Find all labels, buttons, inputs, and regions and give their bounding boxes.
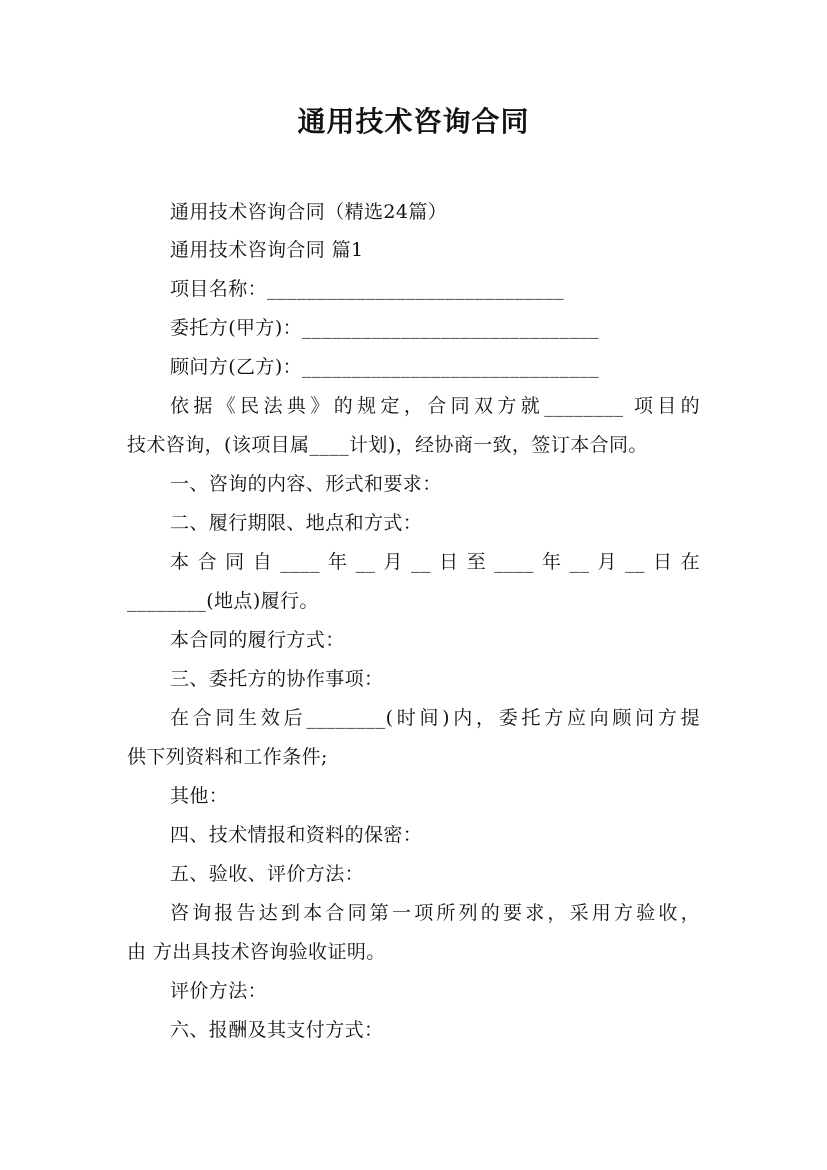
project-name-field: 项目名称：______________________________ xyxy=(170,278,565,300)
paragraph-line: 评价方法： xyxy=(170,980,268,1002)
clause-heading: 三、委托方的协作事项： xyxy=(170,668,384,690)
clause-heading: 二、履行期限、地点和方式： xyxy=(170,512,423,534)
document-title: 通用技术咨询合同 xyxy=(297,105,530,138)
paragraph-line: 供下列资料和工作条件; xyxy=(127,746,328,768)
paragraph-line: 依据《民法典》的规定，合同双方就________ 项目的 xyxy=(170,395,700,417)
paragraph-line: 本合同自____年__月__日至____年__月__日在 xyxy=(170,551,700,573)
clause-heading: 五、验收、评价方法： xyxy=(170,863,365,885)
paragraph-line: 由 方出具技术咨询验收证明。 xyxy=(127,941,386,963)
paragraph-line: ________(地点)履行。 xyxy=(127,590,319,612)
consultant-party-field: 顾问方(乙方)：______________________________ xyxy=(170,356,600,378)
client-party-field: 委托方(甲方)：______________________________ xyxy=(170,317,600,339)
section-heading: 通用技术咨询合同 篇1 xyxy=(170,239,364,261)
paragraph-line: 本合同的履行方式： xyxy=(170,629,345,651)
paragraph-line: 其他： xyxy=(170,785,229,807)
paragraph-line: 在合同生效后________(时间)内，委托方应向顾问方提 xyxy=(170,707,700,729)
paragraph-line: 技术咨询，(该项目属____计划)，经协商一致，签订本合同。 xyxy=(127,434,648,456)
paragraph-line: 咨询报告达到本合同第一项所列的要求，采用方验收， xyxy=(170,902,700,924)
clause-heading: 六、报酬及其支付方式： xyxy=(170,1019,384,1041)
clause-heading: 四、技术情报和资料的保密： xyxy=(170,824,423,846)
clause-heading: 一、咨询的内容、形式和要求： xyxy=(170,473,442,495)
subtitle-line: 通用技术咨询合同（精选24篇） xyxy=(170,201,448,223)
